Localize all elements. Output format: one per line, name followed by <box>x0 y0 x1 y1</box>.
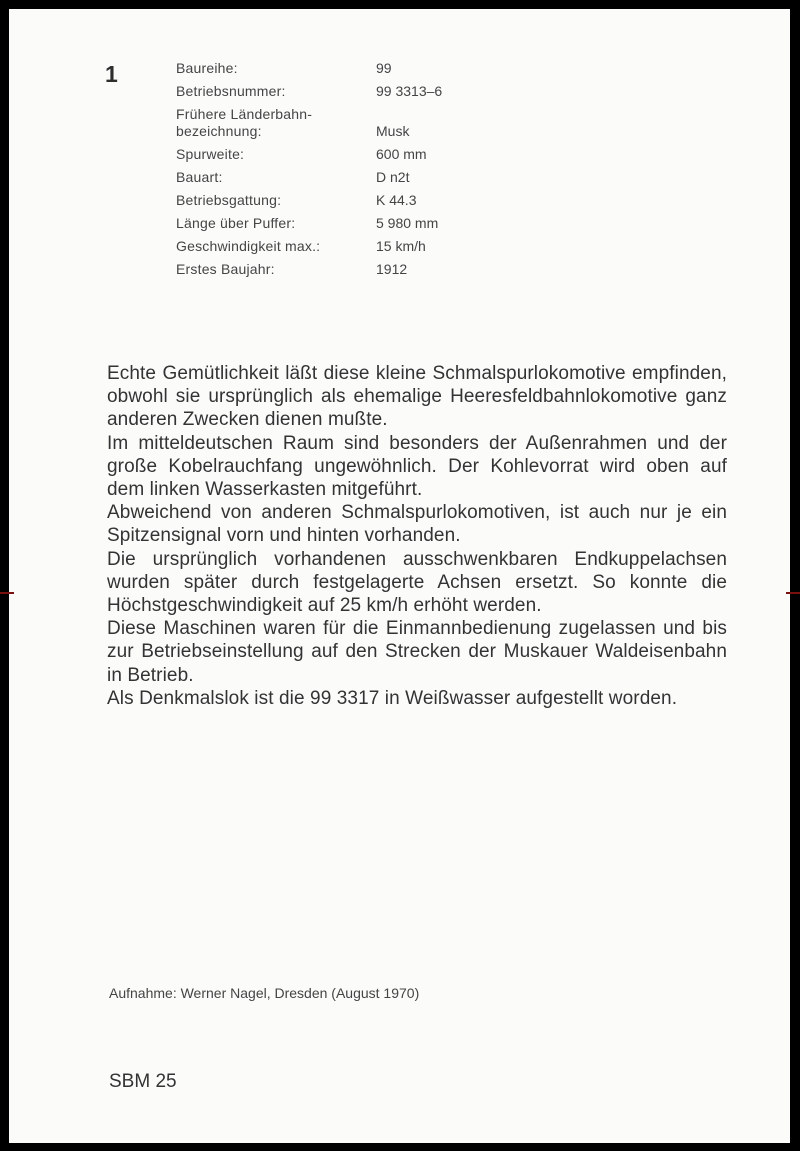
spec-label: Spurweite: <box>176 146 245 162</box>
spec-table <box>176 60 536 284</box>
description-paragraph: Diese Maschinen waren für die Einmannbedienung zugelassen und bis zur Betriebseinstellung auf den Strecken der Muskauer Waldeisenbahn in Betrieb. <box>107 618 727 686</box>
spec-value: K 44.3 <box>376 192 417 208</box>
spec-value: 1912 <box>376 261 408 277</box>
spec-label: Betriebsgattung: <box>176 192 282 208</box>
spec-row-baureihe <box>176 60 536 77</box>
spec-label: Bauart: <box>176 169 223 185</box>
spec-row-geschwindigkeit <box>176 238 536 255</box>
spec-label: Länge über Puffer: <box>176 215 296 231</box>
spec-row-bauart <box>176 169 536 186</box>
description-paragraph: Abweichend von anderen Schmalspurlokomotiven, ist auch nur je ein Spitzensignal vorn und hinten vorhanden. <box>107 502 727 547</box>
spec-row-baujahr <box>176 261 536 278</box>
info-card <box>9 9 790 1143</box>
description-paragraph: Als Denkmalslok ist die 99 3317 in Weißwasser aufgestellt worden. <box>107 687 678 709</box>
spec-row-laenderbahnbezeichnung <box>176 106 536 140</box>
spec-value: D n2t <box>376 169 410 185</box>
spec-label: Erstes Baujahr: <box>176 261 275 277</box>
spec-value: 99 3313–6 <box>376 83 443 99</box>
spec-value: 15 km/h <box>376 238 426 254</box>
spec-row-betriebsgattung <box>176 192 536 209</box>
spec-label: Baureihe: <box>176 60 238 76</box>
edge-mark-left <box>0 592 14 594</box>
spec-row-betriebsnummer <box>176 83 536 100</box>
spec-row-spurweite <box>176 146 536 163</box>
series-code: SBM 25 <box>109 1071 177 1092</box>
spec-value: 5 980 mm <box>376 215 439 231</box>
spec-label: Frühere Länderbahn- bezeichnung: <box>176 106 313 139</box>
edge-mark-right <box>786 592 800 594</box>
photo-credit: Aufnahme: Werner Nagel, Dresden (August 1970) <box>109 985 420 1001</box>
spec-row-laenge <box>176 215 536 232</box>
spec-value: 99 <box>376 60 392 76</box>
description-paragraph: Echte Gemütlichkeit läßt diese kleine Schmalspurlokomotive empfinden, obwohl sie ursprünglich als ehemalige Heeresfeldbahnlokomotive ganz anderen Zwecken dienen mußte. <box>107 363 727 431</box>
spec-value: 600 mm <box>376 146 427 162</box>
description-text <box>107 362 727 710</box>
spec-value: Musk <box>376 123 410 139</box>
spec-label: Geschwindigkeit max.: <box>176 238 321 254</box>
description-paragraph: Die ursprünglich vorhandenen ausschwenkbaren Endkuppelachsen wurden später durch festgelagerte Achsen ersetzt. So konnte die Höchstgeschwindigkeit auf 25 km/h erhöht werden. <box>107 548 727 617</box>
spec-label: Betriebsnummer: <box>176 83 286 99</box>
card-number: 1 <box>105 61 118 87</box>
description-paragraph: Im mitteldeutschen Raum sind besonders der Außenrahmen und der große Kobelrauchfang ungewöhnlich. Der Kohlevorrat wird oben auf dem linken Wasserkasten mitgeführt. <box>107 432 727 501</box>
